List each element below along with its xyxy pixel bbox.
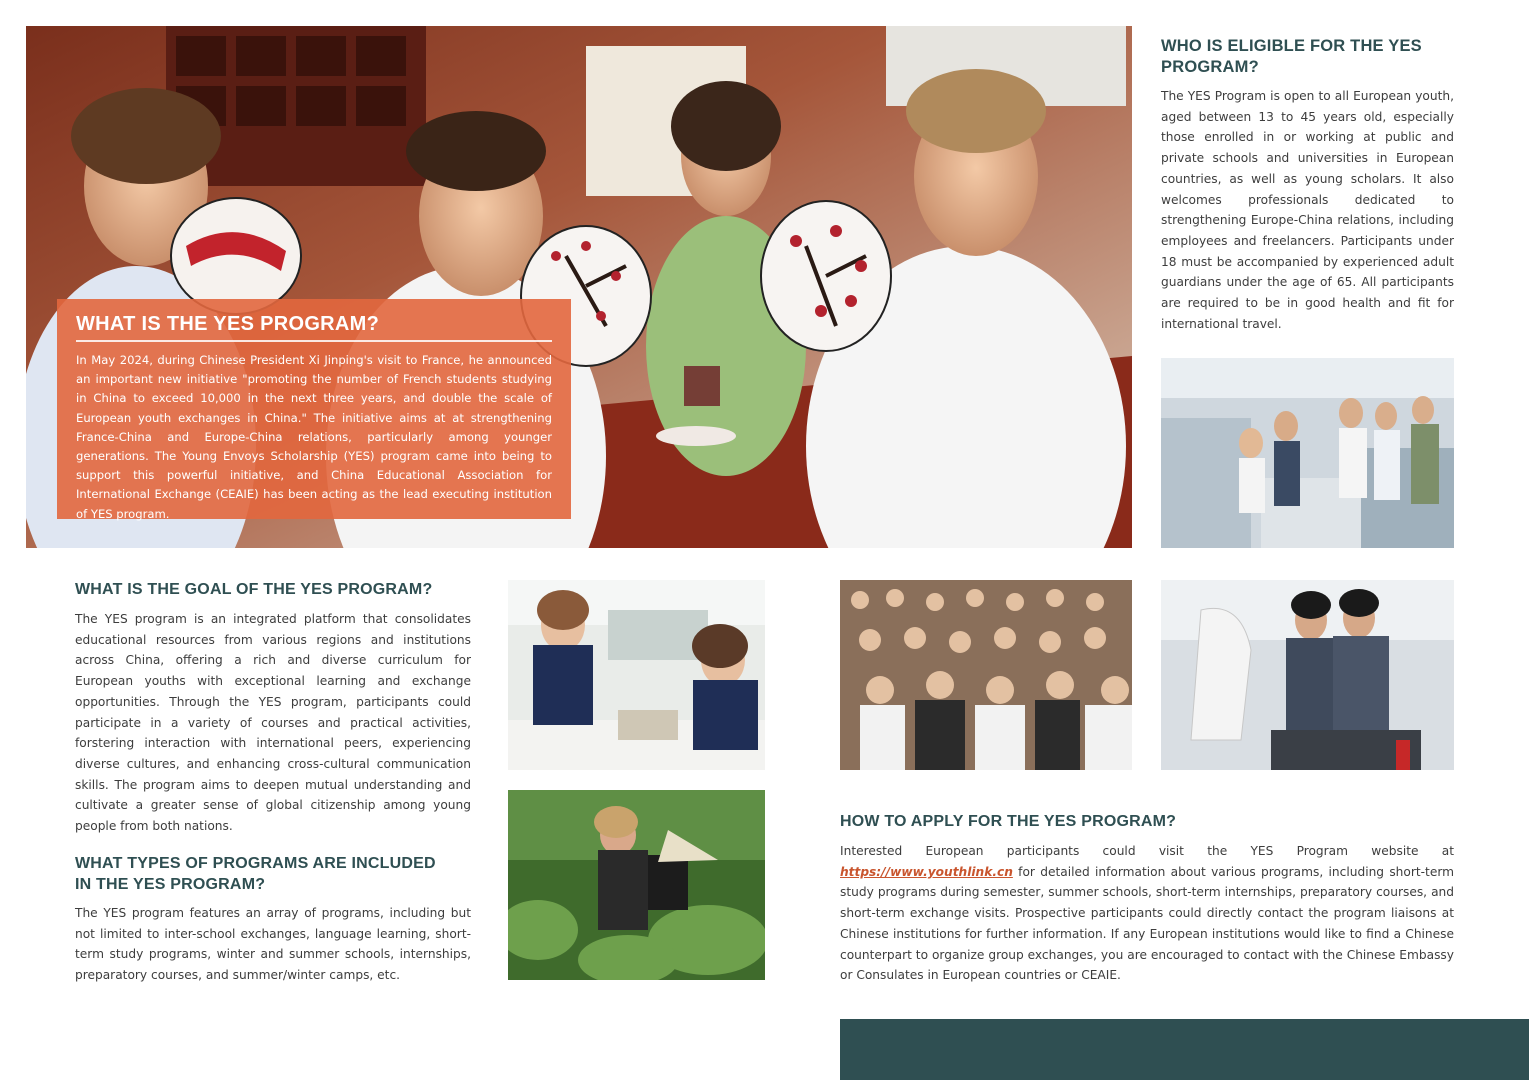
apply-title: HOW TO APPLY FOR THE YES PROGRAM?	[840, 813, 1177, 830]
apply-section	[840, 811, 1454, 986]
eligible-body: The YES Program is open to all European youth, aged between 13 to 45 years old, especially those enrolled in or working at public and private schools and universities in European countries, as well as young scholars. It also welcomes professionals dedicated to strengthening Europe-China relations, including employees and freelancers. Participants under 18 must be accompanied by experienced adult guardians under the age of 65. All participants are required to be in good health and fit for international travel.	[1161, 89, 1454, 331]
eligible-section	[1161, 36, 1454, 334]
goal-section	[75, 579, 471, 837]
apply-body	[840, 841, 1454, 986]
hero-body: In May 2024, during Chinese President Xi Jinping's visit to France, he announced an important new initiative "promoting the number of French students studying in China to exceed 10,000 in the next three years, and double the scale of European youth exchanges in China." The initiative aims at at strengthening France-China and Europe-China relations, particularly among younger generations. The Young Envoys Scholarship (YES) program came into being to support this powerful initiative, and China Educational Association for International Exchange (CEAIE) has been acting as the lead executing institution of YES program.	[76, 353, 552, 521]
hero-title-rule	[76, 340, 552, 342]
photo-robotics-lab	[1161, 358, 1454, 548]
photo-lecture-hall	[840, 580, 1132, 770]
photo-robot-arm	[1161, 580, 1454, 770]
footer-color-bar	[840, 1019, 1529, 1080]
goal-body: The YES program is an integrated platform that consolidates educational resources from various regions and institutions across China, offering a rich and diverse curriculum for European youths with exceptional learning and exchange opportunities. Through the YES program, participants could participate in a variety of courses and practical activities, forstering interaction with international peers, experiencing diverse cultures, and enhancing cross-cultural communication skills. The program aims to deepen mutual understanding and cultivate a greater sense of global citizenship among young people from both nations.	[75, 612, 471, 834]
goal-title: WHAT IS THE GOAL OF THE YES PROGRAM?	[75, 581, 433, 598]
photo-tea-picking	[508, 790, 765, 980]
types-body: The YES program features an array of programs, including but not limited to inter-school exchanges, language learning, short-term study programs, winter and summer schools, internships, preparatory courses, and summer/winter camps, etc.	[75, 906, 471, 983]
hero-overlay-panel	[57, 299, 571, 519]
youthlink-website-link[interactable]: https://www.youthlink.cn	[840, 864, 1013, 879]
apply-body-rest: for detailed information about various programs, including short-term study programs during semester, summer schools, short-term internships, preparatory courses, and short-term exchange visits. Prospective participants could directly contact the program liaisons at Chinese institutions for further information. If any European institutions would like to find a Chinese counterpart to organize group exchanges, you are encouraged to contact with the Chinese Embassy or Consulates in European countries or CEAIE.	[840, 864, 1454, 983]
photo-classroom-students	[508, 580, 765, 770]
types-section	[75, 853, 471, 986]
types-title-line1: WHAT TYPES OF PROGRAMS ARE INCLUDED	[75, 855, 436, 872]
types-title-line2: IN THE YES PROGRAM?	[75, 876, 266, 893]
apply-body-intro: Interested European participants could visit the YES Program website at	[840, 844, 1454, 858]
hero-title: WHAT IS THE YES PROGRAM?	[76, 313, 380, 335]
types-title	[75, 853, 471, 895]
eligible-title: WHO IS ELIGIBLE FOR THE YES PROGRAM?	[1161, 37, 1422, 76]
